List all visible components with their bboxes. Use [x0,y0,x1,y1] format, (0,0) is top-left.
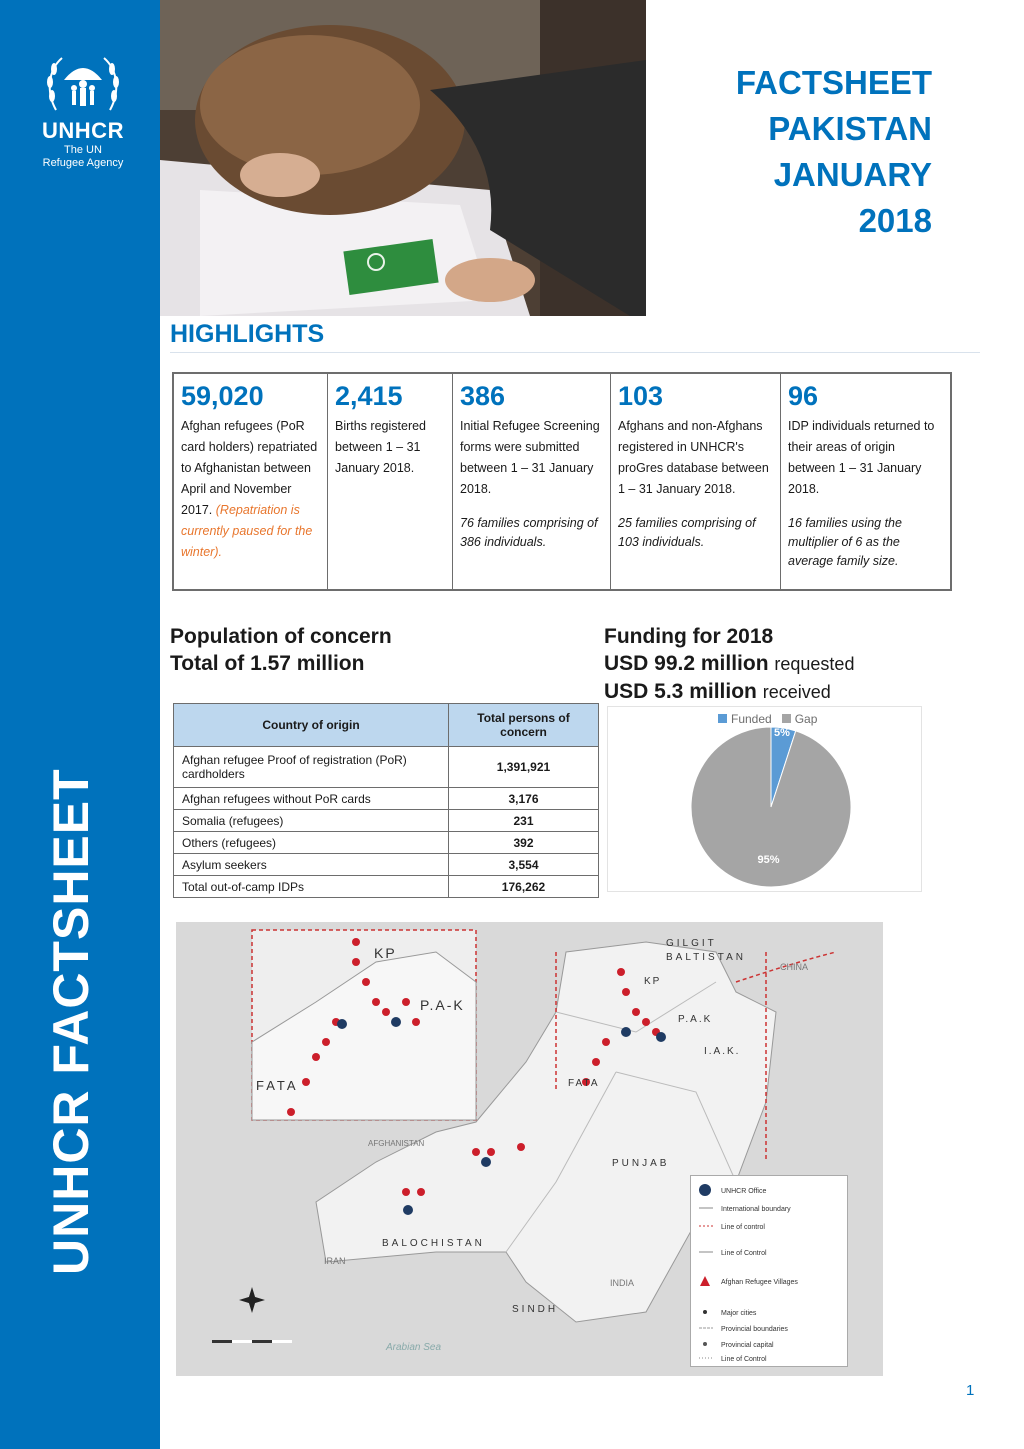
highlights-heading: HIGHLIGHTS [170,320,325,348]
legend-label-funded: Funded [731,712,772,726]
funding-received-amount: USD 5.3 million [604,680,757,703]
legend-item-gap [782,712,818,726]
map-label-balochistan: BALOCHISTAN [382,1238,485,1249]
highlight-note: 25 families comprising of 103 individuals. [618,516,756,549]
legend-item-provincial: Provincial boundaries [721,1326,788,1333]
row-total: 1,391,921 [449,747,599,788]
factsheet-title [736,60,932,244]
legend-item-office: UNHCR Office [721,1188,767,1195]
map-label-arabian-sea: Arabian Sea [386,1342,442,1353]
legend-item-loc-2: Line of Control [721,1250,767,1257]
cover-photo [160,0,646,316]
map-legend [690,1175,848,1367]
legend-label-gap: Gap [794,712,818,726]
sidebar [0,0,160,1449]
funding-title: Funding for 2018 [604,625,774,648]
funding-received-label: received [762,682,831,702]
highlight-number: 2,415 [335,381,403,411]
row-total: 3,554 [449,854,599,876]
legend-swatch-funded [718,714,727,723]
map-label-kp-right: KP [644,976,662,987]
highlight-cell [174,374,328,589]
table-row [174,810,599,832]
funding-requested-amount: USD 99.2 million [604,652,769,675]
logo-brand: UNHCR [42,118,124,143]
scale-bar [212,1340,292,1343]
row-total: 3,176 [449,788,599,810]
unhcr-logo [30,52,136,170]
highlight-number: 103 [618,381,664,411]
funding-chart [607,706,922,892]
highlight-note: 16 families using the multiplier of 6 as the average family size. [788,516,902,568]
map-label-fata-right: FATA [568,1078,600,1089]
pie-label-funded: 5% [774,727,790,740]
title-line-4: 2018 [858,202,932,239]
pakistan-map [176,922,883,1376]
funding-requested-label: requested [774,654,855,674]
chart-legend [718,712,817,726]
map-label-pak: P.A-K [420,997,465,1013]
table-row [174,788,599,810]
legend-item-loc-3: Line of Control [721,1356,767,1363]
logo-subtitle-line2: Refugee Agency [42,157,124,169]
highlight-cell [453,374,611,589]
highlight-note: 76 families comprising of 386 individuals. [460,516,598,549]
legend-item-cities: Major cities [721,1310,757,1317]
row-origin: Others (refugees) [174,832,449,854]
highlight-cell [781,374,950,589]
legend-swatch-gap [782,714,791,723]
map-label-punjab: PUNJAB [612,1158,670,1169]
table-row [174,876,599,898]
funding-heading [604,623,854,706]
column-header-total: Total persons of concern [449,704,599,747]
unhcr-emblem-icon [44,52,122,116]
highlights-divider [170,352,980,353]
row-origin: Afghan refugee Proof of registration (PoR) cardholders [174,747,449,788]
highlight-text: Afghan refugees (PoR card holders) repatriated to Afghanistan between April and November 2017. [181,419,318,517]
highlight-number: 386 [460,381,506,411]
vertical-title: UNHCR FACTSHEET [43,768,99,1275]
map-label-ict: I.A.K. [704,1046,741,1057]
highlight-note: (Repatriation is currently paused for the winter). [181,503,313,559]
logo-subtitle-line1: The UN [64,144,102,156]
population-table [173,703,599,898]
highlights-table [172,372,952,591]
map-label-iran: IRAN [324,1256,346,1266]
title-line-1: FACTSHEET [735,64,932,101]
map-label-fata: FATA [256,1078,299,1093]
highlight-number: 96 [788,381,819,411]
highlight-text: Births registered between 1 – 31 January 2018. [335,419,427,475]
map-label-gilgit: GILGIT [666,938,717,949]
highlight-text: Initial Refugee Screening forms were submitted between 1 – 31 January 2018. [460,419,600,496]
population-heading-line2: Total of 1.57 million [170,652,365,675]
legend-item-boundary: International boundary [721,1206,791,1213]
title-line-3: JANUARY [773,156,932,193]
row-origin: Afghan refugees without PoR cards [174,788,449,810]
row-total: 176,262 [449,876,599,898]
legend-item-villages: Afghan Refugee Villages [721,1279,798,1286]
map-label-india: INDIA [610,1278,635,1288]
highlight-text: Afghans and non-Afghans registered in UNHCR's proGres database between 1 – 31 January 2018. [618,419,769,496]
title-line-2: PAKISTAN [768,110,932,147]
legend-item-funded [718,712,772,726]
map-label-china: CHINA [780,962,809,972]
row-total: 392 [449,832,599,854]
legend-item-loc: Line of control [721,1224,765,1231]
highlight-text: IDP individuals returned to their areas of origin between 1 – 31 January 2018. [788,419,935,496]
table-row [174,854,599,876]
row-origin: Asylum seekers [174,854,449,876]
table-row [174,832,599,854]
map-label-afghanistan: AFGHANISTAN [368,1139,425,1148]
legend-item-capital: Provincial capital [721,1342,774,1349]
map-label-pak-right: P.A.K [678,1014,713,1025]
map-label-kp: KP [374,945,397,961]
row-origin: Somalia (refugees) [174,810,449,832]
pie-label-gap: 95% [757,853,780,866]
row-origin: Total out-of-camp IDPs [174,876,449,898]
highlight-cell [611,374,781,589]
table-row [174,747,599,788]
row-total: 231 [449,810,599,832]
column-header-origin: Country of origin [174,704,449,747]
highlight-cell [328,374,453,589]
pie-chart [608,707,921,891]
highlight-number: 59,020 [181,381,264,411]
population-heading [170,623,392,677]
page-number: 1 [966,1382,975,1399]
map-label-baltistan: BALTISTAN [666,952,746,963]
population-heading-line1: Population of concern [170,625,392,648]
map-label-sindh: SINDH [512,1304,559,1315]
